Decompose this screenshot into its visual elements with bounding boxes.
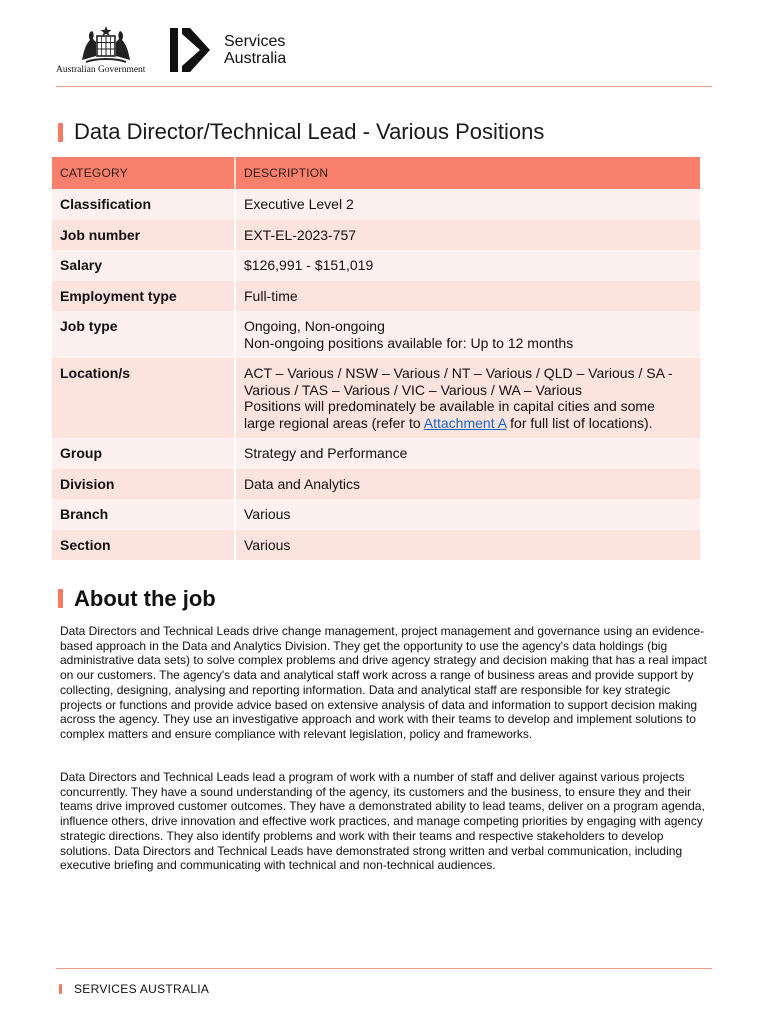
table-row (52, 438, 700, 469)
row-description (235, 311, 700, 358)
description-line: Full-time (244, 287, 298, 304)
row-description (235, 499, 700, 530)
row-category: Section (52, 530, 235, 561)
row-category: Classification (52, 189, 235, 220)
table-row (52, 250, 700, 281)
column-header-description: DESCRIPTION (235, 157, 700, 189)
table-header-row (52, 157, 700, 189)
gov-logo-text: Australian Government (56, 65, 146, 75)
table-row (52, 189, 700, 220)
row-category: Salary (52, 250, 235, 281)
description-line: Ongoing, Non-ongoing (244, 318, 385, 334)
table-row (52, 499, 700, 530)
description-line-with-link (244, 415, 692, 432)
description-line: Various (244, 506, 291, 522)
wordmark-line1: Services (224, 33, 286, 50)
column-header-category: CATEGORY (52, 157, 235, 189)
description-line: EXT-EL-2023-757 (244, 226, 357, 243)
row-category: Location/s (52, 358, 235, 438)
description-line: $126,991 - $151,019 (244, 257, 374, 273)
table-row (52, 220, 700, 251)
table-row (52, 530, 700, 561)
about-accent-bar (58, 589, 63, 608)
row-category: Job type (52, 311, 235, 358)
table-row (52, 469, 700, 500)
row-description (235, 469, 700, 500)
row-description (235, 358, 700, 438)
row-category: Division (52, 469, 235, 500)
description-line: ACT – Various / NSW – Various / NT – Various / QLD – Various / SA - (244, 365, 673, 381)
wordmark-line2: Australia (224, 50, 287, 67)
row-description (235, 530, 700, 561)
row-category: Branch (52, 499, 235, 530)
table-row (52, 358, 700, 438)
about-paragraph-1: Data Directors and Technical Leads drive change management, project management and governance using an evidence-based approach in the Data and Analytics Division. They get the opportunity to use the agency's data holdings (big administrative data sets) to solve complex problems and drive agency strategy and decision making that has a real impact on our customers. The agency's data and analytical staff work across a range of business areas and provide support by collecting, designing, analysing and reporting information. Data and analytical staff are responsible for key strategic projects or functions and provide advice based on extensive analysis of data and information to support decision making across the agency. They use an investigative approach and work with their teams to develop and implement solutions to complex matters and ensure compliance with relevant legislation, policy and frameworks. (60, 624, 707, 741)
page-header (56, 22, 712, 86)
description-line: Positions will predominately be available in capital cities and some (244, 398, 655, 414)
row-category: Employment type (52, 281, 235, 312)
description-line: Executive Level 2 (244, 196, 354, 212)
about-heading: About the job (74, 586, 216, 611)
row-description (235, 220, 700, 251)
services-australia-wordmark (224, 33, 286, 67)
table-row (52, 281, 700, 312)
footer-accent-bar (59, 984, 62, 994)
row-description (235, 189, 700, 220)
header-divider (56, 86, 712, 87)
description-line: Non-ongoing positions available for: Up to 12 months (244, 334, 574, 351)
link-prefix-text: large regional areas (refer to (244, 414, 424, 431)
row-description (235, 438, 700, 469)
page-title: Data Director/Technical Lead - Various Positions (74, 119, 545, 144)
row-category: Job number (52, 220, 235, 251)
description-line: Various (244, 536, 291, 553)
job-details-table (52, 157, 700, 560)
coat-of-arms-icon (78, 24, 134, 64)
attachment-a-link[interactable]: Attachment A (423, 414, 507, 431)
row-description (235, 250, 700, 281)
footer-divider (56, 968, 712, 969)
about-paragraph-2: Data Directors and Technical Leads lead a program of work with a number of staff and deliver against various projects concurrently. They have a sound understanding of the agency, its customers and the business, to ensure they and their teams drive improved customer outcomes. They have a demonstrated ability to lead teams, deliver on a program agenda, influence others, drive innovation and effective work practices, and manage competing priorities by engaging with agency strategic directions. They also identify problems and work with their teams and respective stakeholders to develop solutions. Data Directors and Technical Leads have demonstrated strong written and verbal communication, including executive briefing and communicating with technical and non-technical audiences. (60, 770, 705, 873)
footer-label: SERVICES AUSTRALIA (74, 982, 210, 996)
description-line: Various / TAS – Various / VIC – Various / WA – Various (244, 381, 582, 398)
table-row (52, 311, 700, 358)
description-line: Strategy and Performance (244, 445, 408, 461)
australian-government-logo (56, 22, 160, 80)
services-australia-mark-icon (168, 26, 212, 74)
link-suffix-text: for full list of locations). (506, 414, 653, 431)
title-accent-bar (58, 123, 63, 142)
row-category: Group (52, 438, 235, 469)
description-line: Data and Analytics (244, 475, 360, 492)
row-description (235, 281, 700, 312)
